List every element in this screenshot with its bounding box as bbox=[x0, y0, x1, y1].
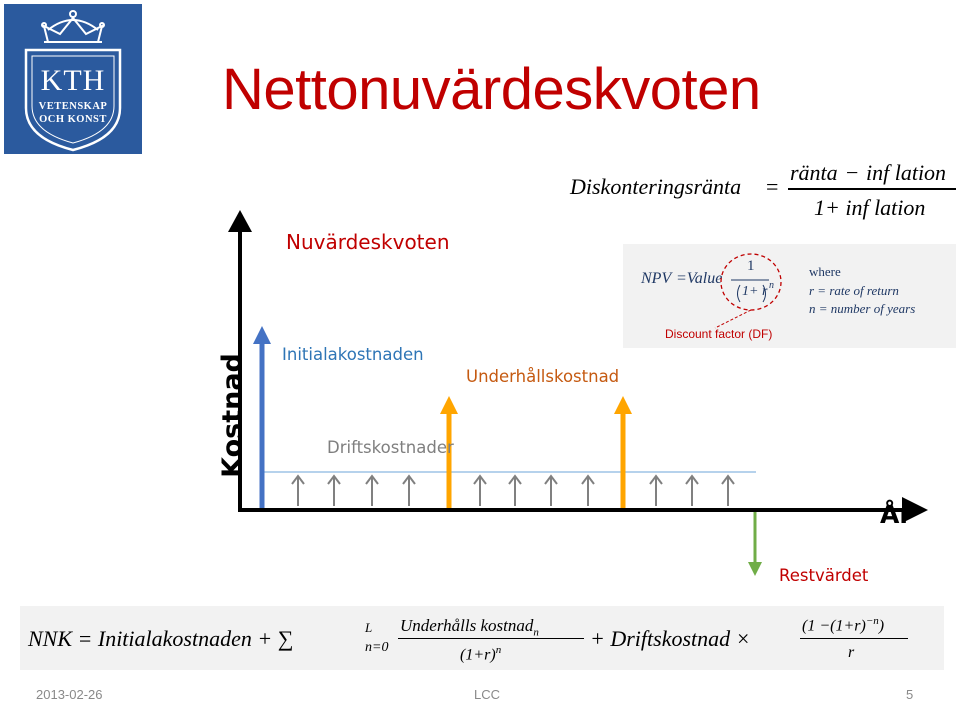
formula-frac1-num bbox=[400, 616, 539, 638]
logo-text-line1: VETENSKAP bbox=[38, 101, 108, 112]
npv-value-text: =Value bbox=[676, 270, 723, 287]
drift-arrow bbox=[474, 476, 486, 506]
drift-arrow bbox=[722, 476, 734, 506]
x-axis-label: År bbox=[880, 500, 912, 529]
formula-frac2-bar bbox=[800, 638, 908, 639]
formula-frac1-bar bbox=[398, 638, 584, 639]
residual-value-arrow bbox=[748, 512, 762, 576]
formula-lhs: NNK = Initialakostnaden + ∑ bbox=[28, 626, 294, 651]
drift-arrow bbox=[509, 476, 521, 506]
drift-arrow bbox=[292, 476, 304, 506]
formula-frac1-den-text: (1+r) bbox=[460, 646, 496, 664]
logo-text-main: KTH bbox=[40, 64, 106, 97]
drift-arrow bbox=[686, 476, 698, 506]
formula-frac2-den: r bbox=[848, 644, 855, 661]
diskonterings-den: 1+ inf lation bbox=[814, 195, 926, 220]
residual-value-label: Restvärdet bbox=[779, 566, 869, 585]
nuvarde-label: Nuvärdeskvoten bbox=[286, 230, 450, 254]
npv-df-label: Discount factor (DF) bbox=[665, 327, 773, 341]
formula-frac2-num-sup: −n bbox=[865, 615, 879, 627]
formula-frac1-num-sub: n bbox=[533, 626, 539, 639]
footer-date: 2013-02-26 bbox=[36, 687, 103, 702]
formula-frac2-num-text: (1 −(1+r) bbox=[802, 617, 866, 635]
diskonterings-num-minus: − bbox=[846, 160, 859, 185]
drift-arrow bbox=[403, 476, 415, 506]
npv-n-def: n = number of years bbox=[809, 301, 916, 316]
logo-text-line2: OCH KONST bbox=[39, 114, 107, 125]
maintenance-arrow-2 bbox=[614, 396, 632, 508]
diskonterings-lhs: Diskonteringsränta bbox=[570, 174, 742, 199]
operating-cost-label: Driftskostnader bbox=[327, 438, 454, 457]
nnk-formula bbox=[20, 606, 944, 670]
operating-cost-arrows bbox=[292, 476, 734, 506]
slide-title: Nettonuvärdeskvoten bbox=[222, 57, 761, 122]
formula-frac2-num-close: ) bbox=[878, 617, 885, 635]
diskonterings-eq: = bbox=[766, 174, 779, 199]
initial-cost-label: Initialakostnaden bbox=[282, 345, 424, 364]
formula-frac1-num-text: Underhålls kostnad bbox=[400, 616, 534, 635]
initial-cost-arrow bbox=[253, 326, 271, 508]
diskonterings-num-a: ränta bbox=[790, 160, 838, 185]
diskonterings-num-b: inf lation bbox=[866, 160, 947, 185]
formula-frac1-den bbox=[460, 644, 501, 664]
footer-page-number: 5 bbox=[906, 687, 914, 702]
formula-frac1-den-sup: n bbox=[495, 644, 502, 656]
drift-arrow bbox=[366, 476, 378, 506]
drift-arrow bbox=[650, 476, 662, 506]
npv-one: 1 bbox=[747, 258, 755, 274]
footer-center: LCC bbox=[474, 687, 501, 702]
formula-mid: + Driftskostnad × bbox=[590, 626, 751, 651]
npv-exp: n bbox=[769, 280, 774, 291]
y-axis-label: Kostnad bbox=[216, 353, 248, 478]
drift-arrow bbox=[545, 476, 557, 506]
maintenance-label: Underhållskostnad bbox=[466, 367, 620, 386]
x-axis bbox=[238, 497, 928, 523]
npv-r-def: r = rate of return bbox=[809, 283, 899, 298]
npv-where: where bbox=[809, 264, 841, 279]
drift-arrow bbox=[328, 476, 340, 506]
npv-text: NPV bbox=[641, 270, 672, 287]
formula-frac2-num bbox=[802, 615, 884, 635]
formula-sum-lower: n=0 bbox=[365, 640, 389, 655]
drift-arrow bbox=[582, 476, 594, 506]
npv-denom: 1+ r bbox=[742, 284, 768, 299]
formula-sum-upper: L bbox=[365, 620, 373, 635]
